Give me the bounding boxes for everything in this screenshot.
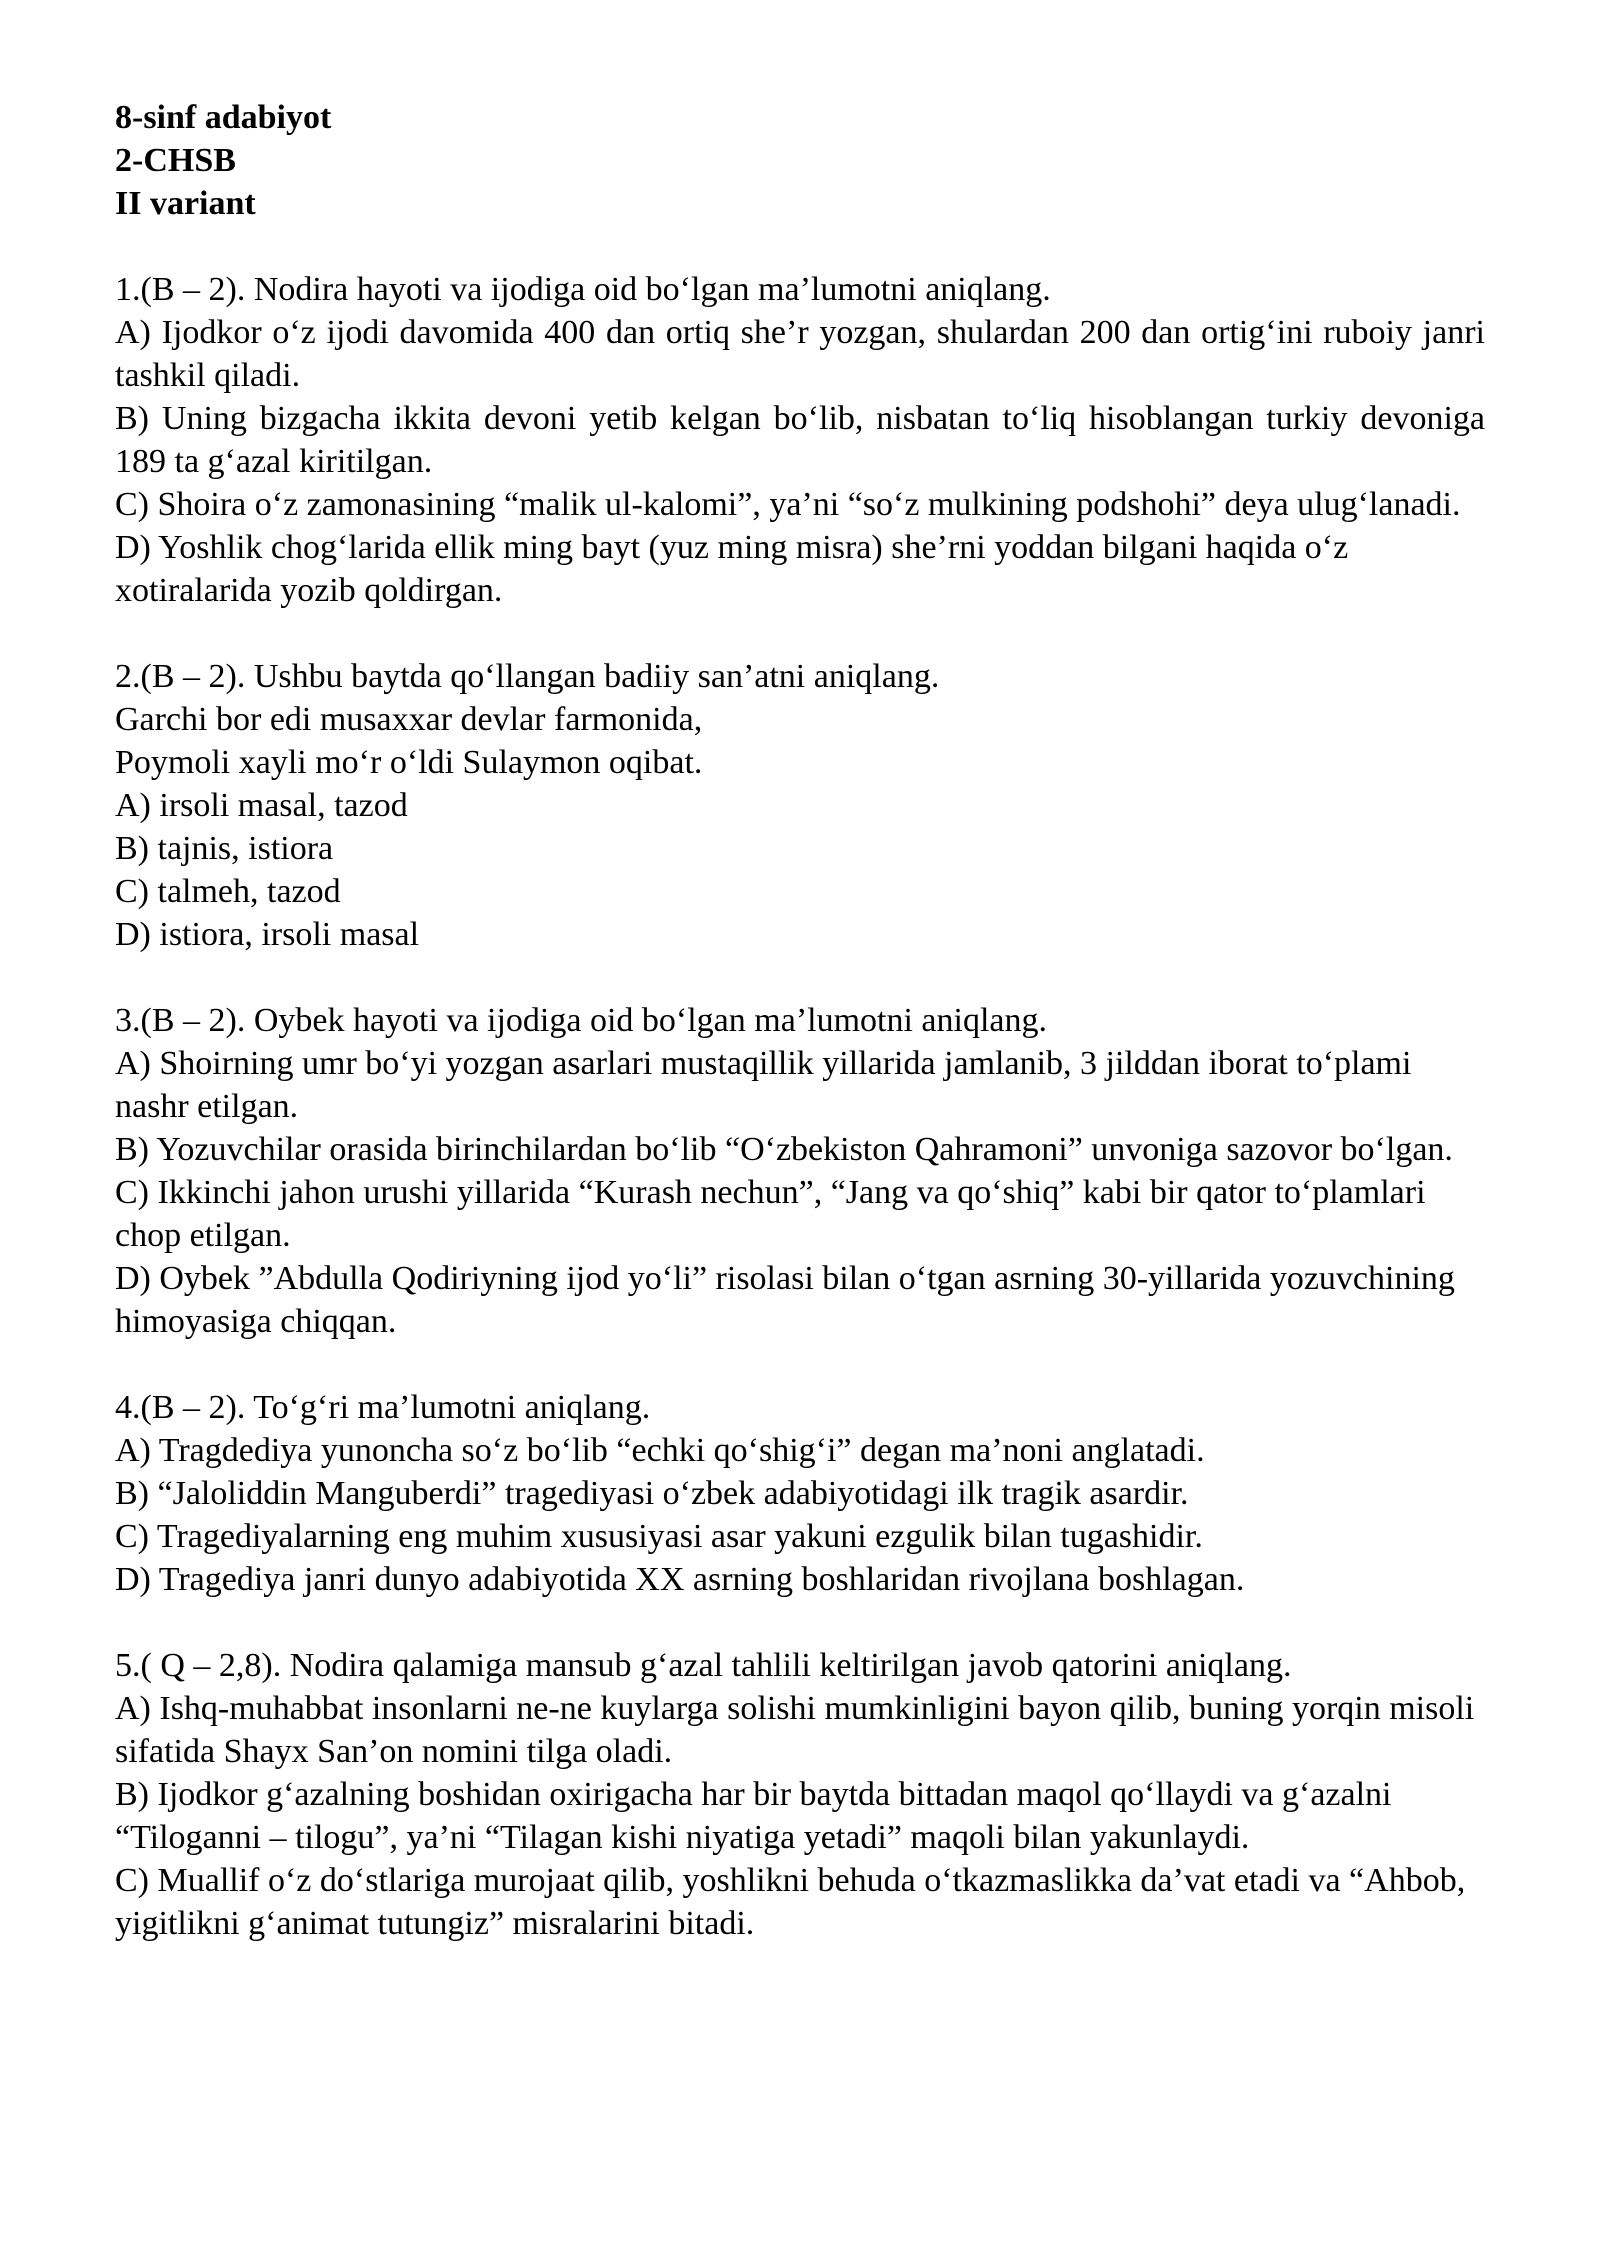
answer-option-d: D) Tragediya janri dunyo adabiyotida XX asrning boshlaridan rivojlana boshlagan. bbox=[115, 1561, 1245, 1598]
question-1 bbox=[115, 268, 1485, 612]
answer-option-d: D) Oybek ”Abdulla Qodiriyning ijod yo‘li” risolasi bilan o‘tgan asrning 30-yillarida yozuvchining himoyasiga chiqqan. bbox=[115, 1260, 1455, 1340]
question-3 bbox=[115, 999, 1485, 1343]
variant-label: II variant bbox=[115, 185, 256, 222]
answer-option-b: B) Uning bizgacha ikkita devoni yetib kelgan bo‘lib, nisbatan to‘liq hisoblangan turkiy devoniga 189 ta g‘azal kiritilgan. bbox=[115, 400, 1485, 480]
verse-line-2: Poymoli xayli mo‘r o‘ldi Sulaymon oqibat. bbox=[115, 744, 703, 781]
answer-option-a: A) Shoirning umr bo‘yi yozgan asarlari mustaqillik yillarida jamlanib, 3 jilddan iborat to‘plami nashr etilgan. bbox=[115, 1045, 1412, 1125]
answer-option-c: C) Muallif o‘z do‘stlariga murojaat qilib, yoshlikni behuda o‘tkazmaslikka da’vat etadi va “Ahbob, yigitlikni g‘animat tutungiz” misralarini bitadi. bbox=[115, 1862, 1466, 1942]
question-stem: 2.(B – 2). Ushbu baytda qo‘llangan badiiy san’atni aniqlang. bbox=[115, 658, 940, 695]
verse-line-1: Garchi bor edi musaxxar devlar farmonida, bbox=[115, 701, 703, 738]
question-stem: 5.( Q – 2,8). Nodira qalamiga mansub g‘azal tahlili keltirilgan javob qatorini aniqlang. bbox=[115, 1647, 1292, 1684]
answer-option-b: B) tajnis, istiora bbox=[115, 830, 334, 867]
answer-option-b: B) Ijodkor g‘azalning boshidan oxirigacha har bir baytda bittadan maqol qo‘llaydi va g‘azalni “Tiloganni – tilogu”, ya’ni “Tilagan kishi niyatiga yetadi” maqoli bilan yakunlaydi. bbox=[115, 1776, 1392, 1856]
answer-option-c: C) talmeh, tazod bbox=[115, 873, 341, 910]
answer-option-a: A) Ishq-muhabbat insonlarni ne-ne kuylarga solishi mumkinligini bayon qilib, buning yorqin misoli sifatida Shayx San’on nomini tilga oladi. bbox=[115, 1690, 1475, 1770]
answer-option-a: A) Tragdediya yunoncha so‘z bo‘lib “echki qo‘shig‘i” degan ma’noni anglatadi. bbox=[115, 1432, 1205, 1469]
question-5 bbox=[115, 1644, 1485, 1945]
question-stem: 4.(B – 2). To‘g‘ri ma’lumotni aniqlang. bbox=[115, 1389, 651, 1426]
test-code: 2-CHSB bbox=[115, 142, 236, 179]
subject-title: 8-sinf adabiyot bbox=[115, 99, 332, 136]
question-stem: 3.(B – 2). Oybek hayoti va ijodiga oid bo‘lgan ma’lumotni aniqlang. bbox=[115, 1002, 1047, 1039]
question-stem: 1.(B – 2). Nodira hayoti va ijodiga oid bo‘lgan ma’lumotni aniqlang. bbox=[115, 271, 1051, 308]
question-4 bbox=[115, 1386, 1485, 1601]
answer-option-a: A) Ijodkor o‘z ijodi davomida 400 dan ortiq she’r yozgan, shulardan 200 dan ortig‘ini ruboiy janri tashkil qiladi. bbox=[115, 314, 1485, 394]
question-2 bbox=[115, 655, 1485, 956]
answer-option-b: B) Yozuvchilar orasida birinchilardan bo‘lib “O‘zbekiston Qahramoni” unvoniga sazovor bo‘lgan. bbox=[115, 1131, 1453, 1168]
answer-option-c: C) Shoira o‘z zamonasining “malik ul-kalomi”, ya’ni “so‘z mulkining podshohi” deya ulug‘lanadi. bbox=[115, 486, 1461, 523]
answer-option-c: C) Ikkinchi jahon urushi yillarida “Kurash nechun”, “Jang va qo‘shiq” kabi bir qator to‘plamlari chop etilgan. bbox=[115, 1174, 1426, 1254]
answer-option-c: C) Tragediyalarning eng muhim xususiyasi asar yakuni ezgulik bilan tugashidir. bbox=[115, 1518, 1203, 1555]
answer-option-d: D) istiora, irsoli masal bbox=[115, 916, 420, 953]
answer-option-d: D) Yoshlik chog‘larida ellik ming bayt (yuz ming misra) she’rni yoddan bilgani haqida o‘z xotiralarida yozib qoldirgan. bbox=[115, 529, 1349, 609]
answer-option-b: B) “Jaloliddin Manguberdi” tragediyasi o‘zbek adabiyotidagi ilk tragik asardir. bbox=[115, 1475, 1189, 1512]
document-header bbox=[115, 96, 1485, 225]
document-page bbox=[115, 96, 1485, 1988]
answer-option-a: A) irsoli masal, tazod bbox=[115, 787, 408, 824]
